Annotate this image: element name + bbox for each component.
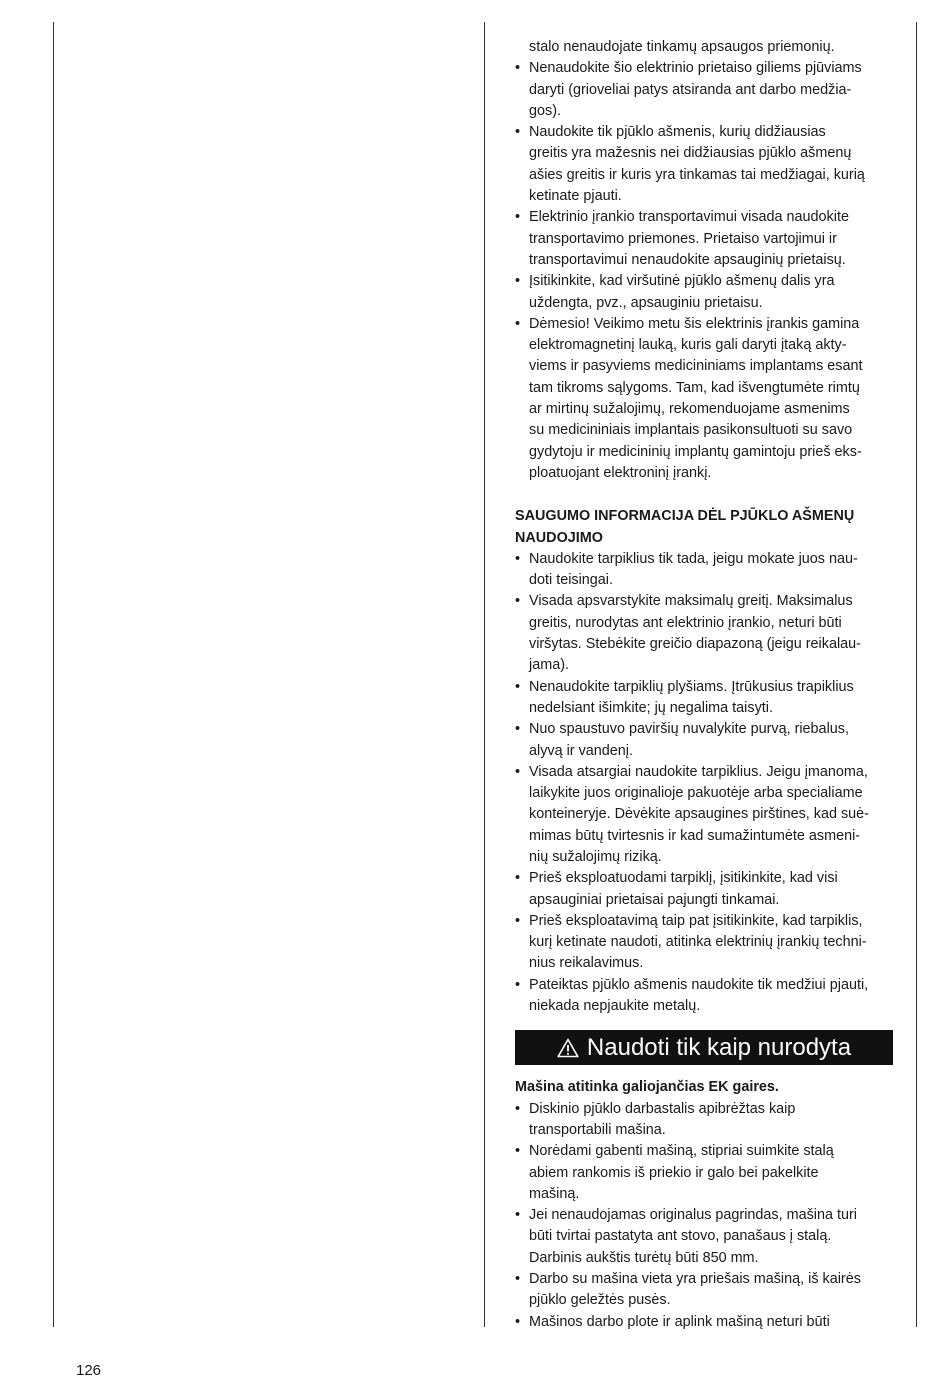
list-item-line: daryti (grioveliai patys atsiranda ant darbo medžia- <box>529 81 852 98</box>
list-item-line: • Nuo spaustuvo paviršių nuvalykite purvą, riebalus, <box>529 721 849 738</box>
list-item-line: gos). <box>529 102 561 119</box>
list-item-line: • Mašinos darbo plote ir aplink mašiną neturi būti <box>529 1313 830 1330</box>
list-item-line: • Norėdami gabenti mašiną, stipriai suimkite stalą <box>529 1143 834 1160</box>
list-item-line: • Visada apsvarstykite maksimalų greitį. Maksimalus <box>529 593 853 610</box>
list-item <box>515 1205 893 1269</box>
list-item-line: ašies greitis ir kuris yra tinkamas tai medžiagai, kurią <box>529 166 865 183</box>
list-item <box>515 911 893 975</box>
safety-list-top <box>515 58 893 484</box>
list-item-line: greitis yra mažesnis nei didžiausias pjūklo ašmenų <box>529 145 852 162</box>
list-item-line: • Naudokite tik pjūklo ašmenis, kurių didžiausias <box>529 124 826 141</box>
list-item-line: nedelsiant išimkite; jų negalima taisyti. <box>529 699 773 716</box>
list-item-line: Darbinis aukštis turėtų būti 850 mm. <box>529 1249 759 1266</box>
list-item <box>515 868 893 911</box>
list-item-line: • Jei nenaudojamas originalus pagrindas, mašina turi <box>529 1207 857 1224</box>
warning-triangle-icon <box>557 1038 579 1058</box>
saw-blade-safety-list <box>515 549 893 1018</box>
page-number: 126 <box>76 1362 102 1379</box>
warning-bar-text: Naudoti tik kaip nurodyta <box>586 1034 852 1062</box>
list-item <box>515 719 893 762</box>
text-column <box>515 37 893 1333</box>
list-item-line: doti teisingai. <box>529 572 613 589</box>
list-item-line: • Visada atsargiai naudokite tarpiklius. Jeigu įmanoma, <box>529 763 868 780</box>
list-item-line: • Įsitikinkite, kad viršutinė pjūklo ašmenų dalis yra <box>529 273 835 290</box>
list-item <box>515 207 893 271</box>
list-item <box>515 591 893 676</box>
list-item <box>515 975 893 1018</box>
list-item-line: transportavimo priemones. Prietaiso vartojimui ir <box>529 230 837 247</box>
list-item-line: • Pateiktas pjūklo ašmenis naudokite tik medžiui pjauti, <box>529 976 869 993</box>
list-item <box>515 271 893 314</box>
list-item-line: pjūklo geležtės pusės. <box>529 1292 671 1309</box>
list-item <box>515 314 893 484</box>
list-item-line: mimas būtų tvirtesnis ir kad sumažintumėte asmeni- <box>529 827 861 844</box>
list-item-line: būti tvirtai pastatyta ant stovo, panašaus į stalą. <box>529 1228 832 1245</box>
list-item-line: konteineryje. Dėvėkite apsaugines pirštines, kad suė- <box>529 806 869 823</box>
list-item-line: elektromagnetinį lauką, kuris gali daryti įtaką akty- <box>529 337 847 354</box>
list-item-line: • Darbo su mašina vieta yra priešais mašiną, iš kairės <box>529 1271 861 1288</box>
list-item-line: • Nenaudokite tarpiklių plyšiams. Įtrūkusius trapiklius <box>529 678 854 695</box>
list-item-line: apsauginiai prietaisai pajungti tinkamai. <box>529 891 780 908</box>
list-item-line: kurį ketinate naudoti, atitinka elektrinių įrankių techni- <box>529 934 867 951</box>
list-item <box>515 1141 893 1205</box>
list-item-line: viems ir pasyviems medicininiams implantams esant <box>529 358 863 375</box>
list-item-line: nių sužalojimų riziką. <box>529 848 662 865</box>
list-item-line: abiem rankomis iš priekio ir galo bei pakelkite <box>529 1164 819 1181</box>
machine-list <box>515 1099 893 1333</box>
list-item <box>515 122 893 207</box>
list-item-line: laikykite juos originalioje pakuotėje arba specialiame <box>529 785 863 802</box>
list-item-line: greitis, nurodytas ant elektrinio įrankio, neturi būti <box>529 614 842 631</box>
list-item <box>515 762 893 868</box>
list-item-line: gydytoju ir medicininių implantų gamintoju prieš eks- <box>529 443 862 460</box>
list-item-line: • Prieš eksploatavimą taip pat įsitikinkite, kad tarpiklis, <box>529 912 863 929</box>
list-item-line: • Prieš eksploatuodami tarpiklį, įsitikinkite, kad visi <box>529 870 838 887</box>
section-heading: SAUGUMO INFORMACIJA DĖL PJŪKLO AŠMENŲ NAUDOJIMO <box>515 508 855 546</box>
list-item-line: nius reikalavimus. <box>529 955 644 972</box>
list-item-line: • Naudokite tarpiklius tik tada, jeigu mokate juos nau- <box>529 550 858 567</box>
list-item-line: ketinate pjauti. <box>529 188 622 205</box>
list-item <box>515 1312 893 1333</box>
list-item-line: alyvą ir vandenį. <box>529 742 633 759</box>
list-item-line: viršytas. Stebėkite greičio diapazoną (jeigu reikalau- <box>529 636 861 653</box>
continuation-line: stalo nenaudojate tinkamų apsaugos priemonių. <box>529 39 835 55</box>
list-item-line: niekada nepjaukite metalų. <box>529 998 701 1015</box>
list-item-line: ar mirtinų sužalojimų, rekomenduojame asmenims <box>529 401 850 418</box>
list-item <box>515 58 893 122</box>
list-item-line: transportavimui nenaudokite apsauginių prietaisų. <box>529 251 846 268</box>
list-item-line: transportabili mašina. <box>529 1121 666 1138</box>
list-item-line: uždengta, pvz., apsauginiu prietaisu. <box>529 294 763 311</box>
list-item <box>515 549 893 592</box>
list-item-line: jama). <box>529 657 569 674</box>
list-item-line: ploatuojant elektroninį įrankį. <box>529 464 712 481</box>
list-item-line: mašiną. <box>529 1185 580 1202</box>
list-item <box>515 1099 893 1142</box>
right-margin-rule <box>916 22 917 1327</box>
sub-heading: Mašina atitinka galiojančias EK gaires. <box>515 1079 779 1096</box>
list-item <box>515 677 893 720</box>
center-column-rule <box>484 22 485 1327</box>
list-item-line: tam tikroms sąlygoms. Tam, kad išvengtumėte rimtų <box>529 379 860 396</box>
list-item-line: • Nenaudokite šio elektrinio prietaiso giliems pjūviams <box>529 60 862 77</box>
list-item-line: su medicininiais implantais pasikonsultuoti su savo <box>529 422 853 439</box>
list-item-line: • Elektrinio įrankio transportavimui visada naudokite <box>529 209 849 226</box>
list-item <box>515 1269 893 1312</box>
list-item-line: • Diskinio pjūklo darbastalis apibrėžtas kaip <box>529 1100 796 1117</box>
warning-bar <box>515 1030 893 1065</box>
left-margin-rule <box>53 22 54 1327</box>
list-item-line: • Dėmesio! Veikimo metu šis elektrinis įrankis gamina <box>529 315 860 332</box>
